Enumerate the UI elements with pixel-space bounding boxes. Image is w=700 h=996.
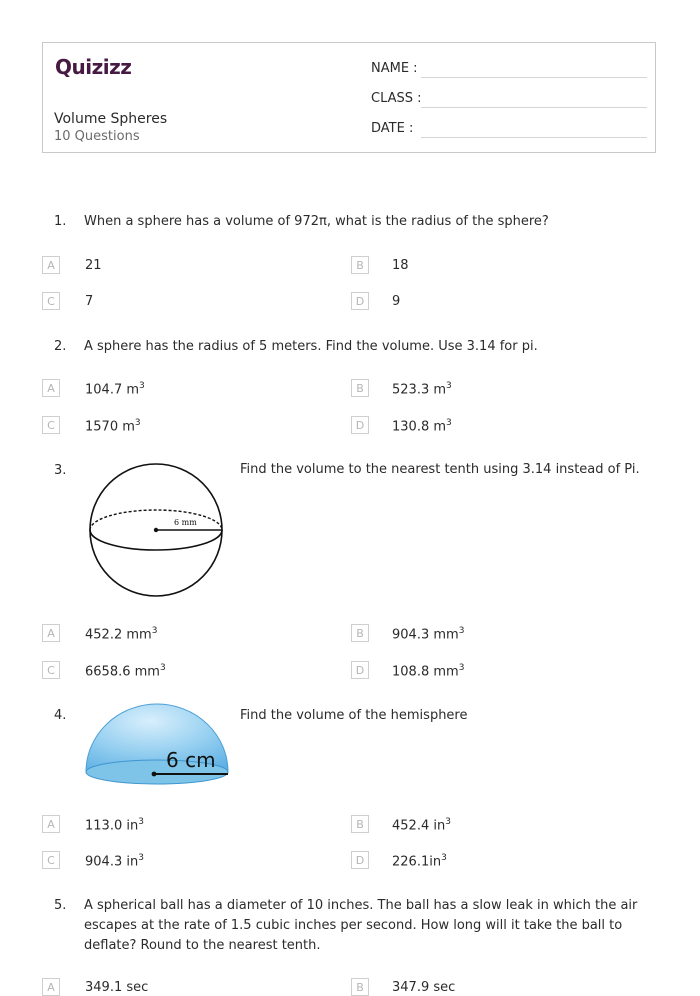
option-value: 1570 m — [85, 419, 135, 435]
name-line — [421, 77, 647, 78]
option-value: 7 — [85, 294, 94, 309]
unit-exponent: 3 — [458, 626, 465, 636]
option-value: 904.3 in — [85, 854, 139, 870]
question-number: 1. — [54, 214, 67, 229]
question-text-line: escapes at the rate of 1.5 cubic inches per second. How long will it take the ball to — [84, 918, 623, 933]
date-field[interactable] — [371, 121, 413, 136]
option-letter[interactable]: C — [42, 851, 60, 869]
option-letter[interactable]: B — [351, 978, 369, 996]
date-label: DATE : — [371, 121, 414, 136]
unit-exponent: 3 — [151, 626, 158, 636]
option-letter[interactable]: A — [42, 256, 60, 274]
option-value: 9 — [392, 294, 401, 309]
option-text[interactable] — [392, 418, 452, 434]
option-letter[interactable]: A — [42, 379, 60, 397]
option-text[interactable] — [85, 663, 166, 679]
question-text: Find the volume to the nearest tenth using 3.14 instead of Pi. — [240, 462, 640, 477]
name-field[interactable] — [371, 61, 418, 76]
question-number: 5. — [54, 898, 67, 913]
class-field[interactable] — [371, 91, 422, 106]
unit-exponent: 3 — [446, 418, 452, 428]
question-text-line: deflate? Round to the nearest tenth. — [84, 938, 321, 953]
option-value: 130.8 m — [392, 419, 447, 435]
option-text[interactable] — [392, 853, 447, 869]
option-letter[interactable]: A — [42, 624, 60, 642]
option-text[interactable] — [85, 418, 141, 434]
option-letter[interactable]: B — [351, 815, 369, 833]
unit-exponent: 3 — [445, 817, 451, 827]
option-letter[interactable]: C — [42, 416, 60, 434]
worksheet-header — [42, 42, 656, 153]
radius-label: 6 cm — [166, 748, 216, 772]
option-value: 226.1in — [392, 854, 442, 870]
option-letter[interactable]: C — [42, 661, 60, 679]
question-count: 10 Questions — [54, 129, 140, 144]
option-text[interactable] — [85, 853, 144, 869]
option-text[interactable] — [85, 626, 157, 642]
option-text[interactable] — [392, 381, 452, 397]
unit-exponent: 3 — [139, 381, 145, 391]
option-letter[interactable]: B — [351, 379, 369, 397]
unit-exponent: 3 — [134, 418, 141, 428]
option-text[interactable] — [85, 817, 144, 833]
option-text[interactable] — [85, 294, 93, 309]
option-letter[interactable]: B — [351, 624, 369, 642]
name-label: NAME : — [371, 61, 418, 76]
option-value: 108.8 mm — [392, 664, 459, 680]
class-label: CLASS : — [371, 91, 422, 106]
option-value: 452.4 in — [392, 818, 446, 834]
option-value: 21 — [85, 258, 102, 273]
option-text[interactable] — [392, 663, 464, 679]
option-text[interactable] — [392, 980, 455, 995]
radius-label: 6 mm — [174, 518, 197, 527]
option-value: 349.1 sec — [85, 980, 149, 995]
option-letter[interactable]: B — [351, 256, 369, 274]
quizizz-logo: Quizizz — [55, 55, 132, 79]
option-text[interactable] — [392, 626, 464, 642]
option-text[interactable] — [392, 258, 409, 273]
option-value: 904.3 mm — [392, 627, 459, 643]
unit-exponent: 3 — [138, 853, 144, 863]
unit-exponent: 3 — [441, 853, 447, 863]
option-value: 113.0 in — [85, 818, 139, 834]
unit-exponent: 3 — [138, 817, 144, 827]
option-value: 523.3 m — [392, 382, 447, 398]
option-text[interactable] — [392, 817, 451, 833]
question-text-line: A spherical ball has a diameter of 10 inches. The ball has a slow leak in which the air — [84, 898, 638, 913]
option-value: 104.7 m — [85, 382, 140, 398]
option-value: 347.9 sec — [392, 980, 456, 995]
question-text: A sphere has the radius of 5 meters. Find the volume. Use 3.14 for pi. — [84, 339, 538, 354]
unit-exponent: 3 — [159, 663, 166, 673]
option-text[interactable] — [85, 980, 148, 995]
worksheet-title: Volume Spheres — [54, 111, 168, 127]
option-letter[interactable]: A — [42, 815, 60, 833]
option-text[interactable] — [85, 381, 145, 397]
option-letter[interactable]: D — [351, 851, 369, 869]
date-line — [421, 137, 647, 138]
option-value: 452.2 mm — [85, 627, 152, 643]
question-text: Find the volume of the hemisphere — [240, 708, 468, 723]
option-text[interactable] — [392, 294, 400, 309]
option-text[interactable] — [85, 258, 102, 273]
sphere-diagram — [84, 460, 230, 600]
question-text — [84, 896, 637, 956]
question-number: 4. — [54, 708, 67, 723]
question-number: 2. — [54, 339, 67, 354]
option-letter[interactable]: D — [351, 292, 369, 310]
question-number: 3. — [54, 463, 67, 478]
option-letter[interactable]: D — [351, 661, 369, 679]
option-letter[interactable]: D — [351, 416, 369, 434]
class-line — [421, 107, 647, 108]
option-letter[interactable]: A — [42, 978, 60, 996]
option-letter[interactable]: C — [42, 292, 60, 310]
option-value: 18 — [392, 258, 409, 273]
unit-exponent: 3 — [446, 381, 452, 391]
question-text: When a sphere has a volume of 972π, what is the radius of the sphere? — [84, 214, 549, 229]
hemisphere-diagram — [84, 700, 230, 788]
option-value: 6658.6 mm — [85, 664, 160, 680]
unit-exponent: 3 — [458, 663, 465, 673]
